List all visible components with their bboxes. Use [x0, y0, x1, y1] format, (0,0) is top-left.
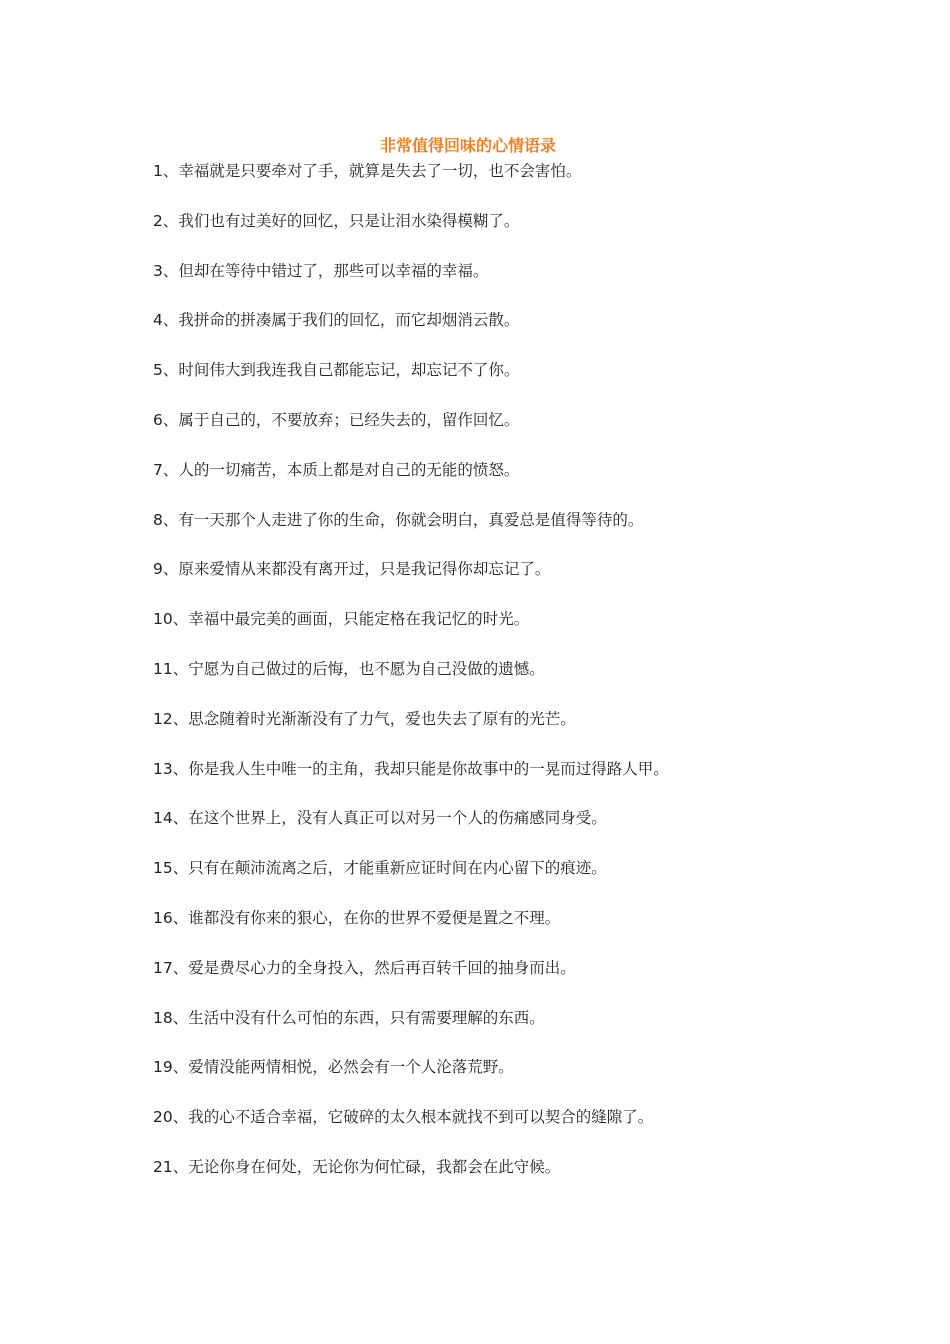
quote-item: 12、思念随着时光渐渐没有了力气，爱也失去了原有的光芒。 — [153, 709, 576, 728]
quote-item: 2、我们也有过美好的回忆，只是让泪水染得模糊了。 — [153, 211, 520, 230]
quote-item: 19、爱情没能两情相悦，必然会有一个人沦落荒野。 — [153, 1058, 514, 1077]
quote-item: 21、无论你身在何处，无论你为何忙碌，我都会在此守候。 — [153, 1157, 561, 1176]
quote-item: 10、幸福中最完美的画面，只能定格在我记忆的时光。 — [153, 610, 530, 629]
document-title: 非常值得回味的心情语录 — [379, 136, 556, 155]
quote-item: 14、在这个世界上，没有人真正可以对另一个人的伤痛感同身受。 — [153, 809, 607, 828]
quote-item: 6、属于自己的，不要放弃；已经失去的，留作回忆。 — [153, 410, 520, 429]
quote-item: 1、幸福就是只要牵对了手，就算是失去了一切，也不会害怕。 — [153, 162, 582, 180]
quote-item: 20、我的心不适合幸福，它破碎的太久根本就找不到可以契合的缝隙了。 — [153, 1108, 654, 1127]
quote-item: 18、生活中没有什么可怕的东西，只有需要理解的东西。 — [153, 1008, 545, 1027]
quote-item: 3、但却在等待中错过了，那些可以幸福的幸福。 — [153, 261, 489, 280]
quote-item: 16、谁都没有你来的狠心，在你的世界不爱便是置之不理。 — [153, 908, 561, 927]
quote-item: 5、时间伟大到我连我自己都能忘记，却忘记不了你。 — [153, 361, 520, 380]
quote-item: 13、你是我人生中唯一的主角，我却只能是你故事中的一晃而过得路人甲。 — [153, 759, 669, 778]
quote-item: 9、原来爱情从来都没有离开过，只是我记得你却忘记了。 — [153, 560, 551, 579]
quote-list — [153, 159, 853, 1205]
quote-item: 7、人的一切痛苦，本质上都是对自己的无能的愤怒。 — [153, 460, 520, 479]
quote-item: 11、宁愿为自己做过的后悔，也不愿为自己没做的遗憾。 — [153, 659, 545, 678]
quote-item: 8、有一天那个人走进了你的生命，你就会明白，真爱总是值得等待的。 — [153, 510, 644, 529]
quote-item: 17、爱是费尽心力的全身投入，然后再百转千回的抽身而出。 — [153, 958, 576, 977]
quote-item: 4、我拼命的拼凑属于我们的回忆，而它却烟消云散。 — [153, 311, 520, 330]
quote-item: 15、只有在颠沛流离之后，才能重新应证时间在内心留下的痕迹。 — [153, 859, 607, 878]
